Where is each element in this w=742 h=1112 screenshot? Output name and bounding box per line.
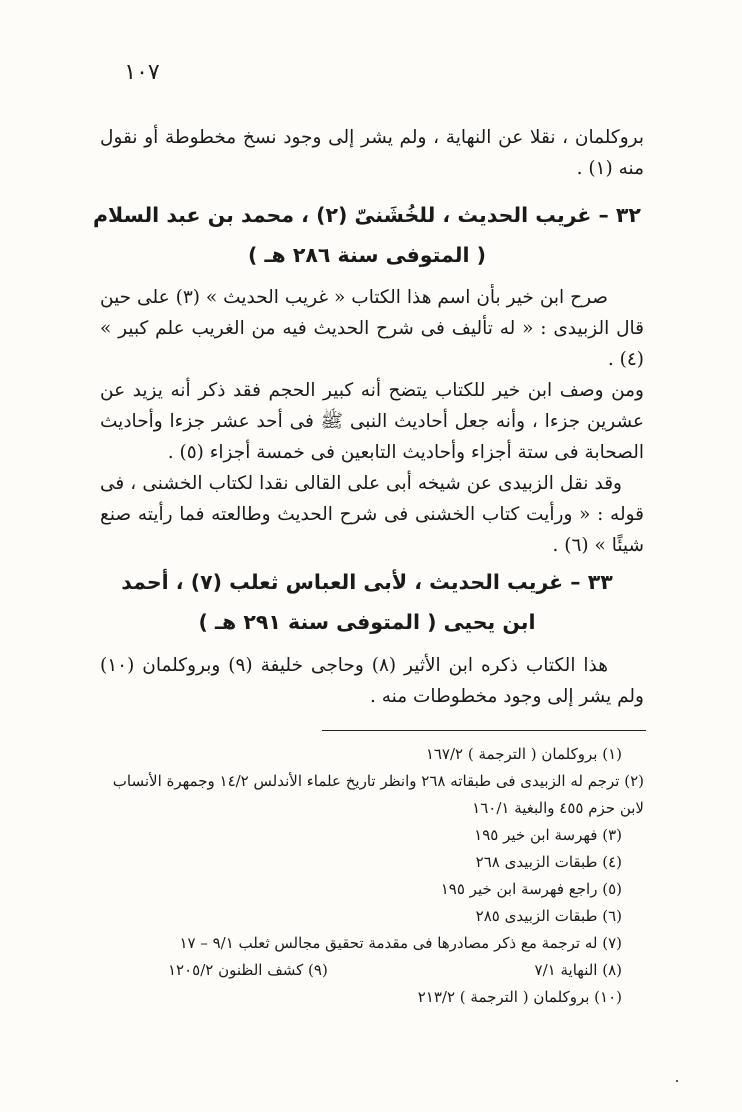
section-32-paragraph-1: صرح ابن خير بأن اسم هذا الكتاب « غريب الحديث » (٣) على حين قال الزبيدى : « له تأليف فى شرح الحديث فيه من الغريب علم كبير » (٤) . [100,287,644,370]
footnote-2: (٢) ترجم له الزبيدى فى طبقاته ٢٦٨ وانظر تاريخ علماء الأندلس ١٤/٢ وجمهرة الأنساب لابن حزم ٤٥٥ والبغية ١٦٠/١ [112,772,644,817]
section-32-heading-line1: ٣٢ – غريب الحديث ، للخُشَنىّ (٢) ، محمد بن عبد السلام [93,203,641,227]
footnote-10: (١٠) بروكلمان ( الترجمة ) ٢١٣/٢ [417,988,622,1006]
section-33-heading [90,562,644,642]
footnote-9: (٩) كشف الظنون ١٢٠٥/٢ [168,961,328,979]
footnotes [100,741,644,1011]
section-33-heading-line2: ابن يحيى ( المتوفى سنة ٢٩١ هـ ) [198,610,536,634]
section-33-body [100,650,644,712]
footnote-1: (١) بروكلمان ( الترجمة ) ١٦٧/٢ [425,745,622,763]
footnote-5: (٥) راجع فهرسة ابن خير ١٩٥ [440,880,622,898]
section-32-body [100,282,644,561]
section-32-heading [90,195,644,275]
footnote-8: (٨) النهاية ٧/١ [534,961,622,979]
footnote-separator [322,730,646,731]
footnote-row-8-9 [100,957,644,984]
page-number: ١٠٧ [124,60,160,85]
section-32-paragraph-2: ومن وصف ابن خير للكتاب يتضح أنه كبير الحجم فقد ذكر أنه يزيد عن عشرين جزءا ، وأنه جعل أحاديث النبى ﷺ فى أحد عشر جزءا وأحاديث الصحابة فى ستة أجزاء وأحاديث التابعين فى خمسة أجزاء (٥) . [100,380,644,463]
footnote-6: (٦) طبقات الزبيدى ٢٨٥ [475,907,622,925]
section-32-heading-line2: ( المتوفى سنة ٢٨٦ هـ ) [247,243,486,267]
section-33-paragraph-1: هذا الكتاب ذكره ابن الأثير (٨) وحاجى خليفة (٩) وبروكلمان (١٠) ولم يشر إلى وجود مخطوطات منه . [100,655,644,707]
footnote-3: (٣) فهرسة ابن خير ١٩٥ [474,826,622,844]
section-32-paragraph-3: وقد نقل الزبيدى عن شيخه أبى على القالى نقدا لكتاب الخشنى ، فى قوله : « ورأيت كتاب الخشنى فى شرح الحديث وطالعته فما رأيته صنع شيئًا » (٦) . [100,473,644,556]
intro-paragraph: بروكلمان ، نقلا عن النهاية ، ولم يشر إلى وجود نسخ مخطوطة أو نقول منه (١) . [100,127,644,179]
scan-speck [676,1080,678,1082]
intro-paragraph-block [100,122,644,184]
footnote-4: (٤) طبقات الزبيدى ٢٦٨ [475,853,622,871]
section-33-heading-line1: ٣٣ – غريب الحديث ، لأبى العباس ثعلب (٧) ، أحمد [121,570,613,594]
footnote-7: (٧) له ترجمة مع ذكر مصادرها فى مقدمة تحقيق مجالس ثعلب ٩/١ – ١٧ [179,934,622,952]
